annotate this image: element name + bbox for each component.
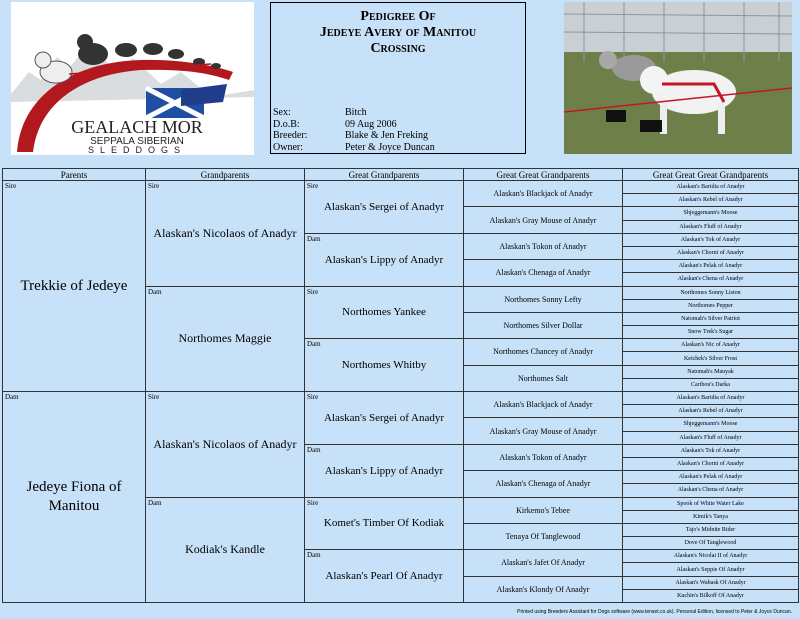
detail-row-sex	[273, 107, 435, 119]
great-great-great-grandparent-cell	[622, 299, 799, 313]
dog-name: Kimik's Tanya	[693, 513, 728, 520]
dog-name: Shjeggemann's Moose	[683, 421, 738, 428]
great-great-great-grandparent-cell	[622, 562, 799, 576]
great-great-grandparent-cell	[463, 549, 623, 576]
great-great-grandparent-cell	[463, 233, 623, 260]
sire-label: Sire	[148, 182, 160, 190]
dog-name: Alaskan's Lippy of Anadyr	[324, 253, 444, 266]
dog-name: Kirkemo's Tebee	[516, 505, 570, 515]
dog-name: Alaskan's Sergei of Anadyr	[323, 200, 444, 213]
great-great-grandparent-cell	[463, 365, 623, 392]
dog-name: Alaskan's Baridia of Anadyr	[676, 184, 745, 191]
dog-name: Tajo's Midnite Rider	[685, 526, 736, 533]
great-grandparent-cell	[304, 233, 464, 287]
dam-label: Dam	[307, 445, 321, 454]
great-great-great-grandparent-cell	[622, 351, 799, 365]
dog-name: Alaskan's Jafet Of Anadyr	[501, 558, 585, 568]
column-header: Great Grandparents	[304, 168, 464, 181]
great-great-grandparent-cell	[463, 180, 623, 207]
dog-name: Tenaya Of Tanglewood	[505, 532, 581, 542]
pedigree-table	[2, 168, 798, 602]
dog-name: Kodiak's Kandle	[185, 542, 265, 557]
great-great-grandparent-cell	[463, 206, 623, 233]
dog-name: Northomes Chancey of Anadyr	[493, 347, 593, 357]
sire-label: Sire	[307, 393, 319, 401]
great-great-great-grandparent-cell	[622, 365, 799, 379]
great-great-great-grandparent-cell	[622, 259, 799, 273]
dog-name: Northomes Yankee	[342, 306, 426, 319]
dog-name: Alaskan's Pelak of Anadyr	[678, 263, 743, 270]
dog-name: Alaskan's Chenaga of Anadyr	[495, 268, 591, 278]
dog-name: Northomes Sonny Liston	[680, 289, 741, 296]
dog-name: Northomes Whitby	[341, 359, 427, 372]
great-great-great-grandparent-cell	[622, 246, 799, 260]
footer-note: Printed using Breeders Assistant for Dogs software (www.tenset.co.uk). Personal Edition, licensed to Peter & Joyce Duncan.	[517, 609, 792, 615]
great-great-grandparent-cell	[463, 338, 623, 365]
sire-label: Sire	[307, 498, 319, 507]
detail-value: Peter & Joyce Duncan	[345, 141, 435, 153]
great-great-great-grandparent-cell	[622, 312, 799, 326]
column-header: Parents	[2, 168, 146, 181]
dog-name: Alaskan's Fluff of Anadyr	[679, 223, 742, 230]
dog-name: Alaskan's Gray Mouse of Anadyr	[489, 426, 597, 436]
great-great-great-grandparent-cell	[622, 180, 799, 194]
great-great-great-grandparent-cell	[622, 286, 799, 300]
title-line-3: Crossing	[370, 41, 426, 56]
dog-photo	[564, 2, 792, 154]
dog-name: Alaskan's Klondy Of Anadyr	[496, 584, 590, 594]
grandparent-cell	[145, 180, 305, 287]
pedigree-title	[271, 9, 525, 57]
great-grandparent-cell	[304, 549, 464, 603]
great-great-great-grandparent-cell	[622, 193, 799, 207]
dog-name: Alaskan's Seppie Of Anadyr	[676, 566, 745, 573]
grandparent-cell	[145, 286, 305, 393]
dog-name: Alaskan's Nicolaos of Anadyr	[153, 436, 297, 451]
dog-name: Alaskan's Nicolaos of Anadyr	[153, 225, 297, 240]
great-great-great-grandparent-cell	[622, 338, 799, 352]
dog-name: Alaskan's Tok of Anadyr	[680, 236, 741, 243]
great-great-great-grandparent-cell	[622, 457, 799, 471]
column-header: Grandparents	[145, 168, 305, 181]
dog-name: Alaskan's Rebel of Anadyr	[678, 408, 743, 415]
great-great-great-grandparent-cell	[622, 325, 799, 339]
great-great-grandparent-cell	[463, 470, 623, 497]
dog-name: Alaskan's Chenaga of Anadyr	[495, 479, 591, 489]
grandparent-cell	[145, 497, 305, 604]
detail-label: Breeder:	[273, 130, 308, 141]
great-great-great-grandparent-cell	[622, 444, 799, 458]
dog-name: Shjeggemann's Moose	[683, 210, 738, 217]
great-great-great-grandparent-cell	[622, 417, 799, 431]
great-great-great-grandparent-cell	[622, 536, 799, 550]
great-great-great-grandparent-cell	[622, 431, 799, 445]
parent-cell	[2, 180, 146, 392]
detail-value: Blake & Jen Freking	[345, 130, 429, 141]
great-great-grandparent-cell	[463, 286, 623, 313]
great-great-great-grandparent-cell	[622, 497, 799, 511]
detail-label: D.o.B:	[273, 118, 300, 130]
dog-name: Trekkie of Jedeye	[20, 277, 128, 294]
sire-label: Sire	[5, 182, 17, 190]
great-great-great-grandparent-cell	[622, 220, 799, 234]
great-great-great-grandparent-cell	[622, 206, 799, 220]
great-great-great-grandparent-cell	[622, 391, 799, 405]
dog-details	[273, 107, 435, 153]
great-great-great-grandparent-cell	[622, 378, 799, 392]
column-header: Great Great Great Grandparents	[622, 168, 799, 181]
logo-line-3: SLEDDOGS	[87, 145, 187, 155]
great-great-grandparent-cell	[463, 497, 623, 524]
logo-line-2: SEPPALA SIBERIAN	[90, 136, 184, 147]
great-great-grandparent-cell	[463, 576, 623, 603]
great-great-great-grandparent-cell	[622, 589, 799, 603]
great-grandparent-cell	[304, 497, 464, 551]
dog-name: Jedeye Fiona of Manitou	[26, 479, 122, 514]
dog-name: Kuchin's Bilkoff Of Anadyr	[677, 592, 744, 599]
great-great-grandparent-cell	[463, 391, 623, 418]
dog-name: Alaskan's Nicolai II of Anadyr	[673, 553, 748, 560]
dog-name: Northomes Salt	[518, 373, 568, 383]
dog-name: Alaskan's Lippy of Anadyr	[324, 464, 444, 477]
dog-name: Northomes Pepper	[688, 302, 733, 309]
dog-name: Natomah's Silver Patriot	[681, 315, 740, 322]
great-great-great-grandparent-cell	[622, 549, 799, 563]
dog-name: Alaskan's Chena of Anadyr	[677, 487, 744, 494]
great-great-grandparent-cell	[463, 417, 623, 444]
dog-name: Dove Of Tanglewood	[684, 540, 737, 547]
dog-name: Alaskan's Chorni of Anadyr	[677, 461, 744, 468]
dog-name: Alaskan's Chena of Anadyr	[677, 276, 744, 283]
sire-label: Sire	[307, 182, 319, 190]
great-great-grandparent-cell	[463, 312, 623, 339]
info-box	[270, 2, 526, 154]
dog-name: Alaskan's Blackjack of Anadyr	[493, 400, 593, 410]
dog-name: Alaskan's Gray Mouse of Anadyr	[489, 215, 597, 225]
dog-name: Caribou's Darka	[691, 381, 730, 388]
great-grandparent-cell	[304, 286, 464, 340]
detail-label: Owner:	[273, 141, 303, 153]
dog-name: Northomes Silver Dollar	[503, 321, 583, 331]
dog-name: Alaskan's Rebel of Anadyr	[678, 197, 743, 204]
dam-label: Dam	[5, 393, 19, 401]
dog-name: Komet's Timber Of Kodiak	[323, 517, 445, 530]
title-line-1: Pedigree Of	[360, 9, 436, 24]
great-grandparent-cell	[304, 180, 464, 234]
great-great-grandparent-cell	[463, 444, 623, 471]
detail-value: 09 Aug 2006	[345, 118, 397, 130]
detail-row-dob	[273, 119, 435, 131]
great-great-grandparent-cell	[463, 259, 623, 286]
great-great-great-grandparent-cell	[622, 483, 799, 497]
sire-label: Sire	[307, 287, 319, 296]
great-great-great-grandparent-cell	[622, 470, 799, 484]
great-grandparent-cell	[304, 444, 464, 498]
dog-name: Northomes Sonny Lefty	[504, 294, 582, 304]
title-line-2: Jedeye Avery of Manitou	[319, 25, 477, 40]
grandparent-cell	[145, 391, 305, 498]
dam-label: Dam	[307, 551, 321, 560]
kennel-logo	[11, 2, 254, 155]
great-great-great-grandparent-cell	[622, 510, 799, 524]
detail-label: Sex:	[273, 107, 291, 118]
dog-name: Alaskan's Pearl Of Anadyr	[325, 570, 443, 583]
sire-label: Sire	[148, 393, 160, 401]
great-great-grandparent-cell	[463, 523, 623, 550]
dog-name: Alaskan's Tokon of Anadyr	[499, 452, 587, 462]
dog-name: Northomes Maggie	[178, 331, 272, 346]
logo-line-1: GEALACH MOR	[71, 117, 203, 137]
dam-label: Dam	[148, 498, 162, 507]
great-great-great-grandparent-cell	[622, 523, 799, 537]
dog-name: Alaskan's Tokon of Anadyr	[499, 241, 587, 251]
dog-name: Alaskan's Wabask Of Anadyr	[675, 579, 746, 586]
dog-name: Natomah's Mauyak	[687, 368, 734, 375]
great-great-great-grandparent-cell	[622, 272, 799, 286]
great-great-great-grandparent-cell	[622, 233, 799, 247]
dam-label: Dam	[307, 234, 321, 243]
dog-name: Snow Trek's Sugar	[687, 329, 734, 336]
dog-name: Alaskan's Tok of Anadyr	[680, 447, 741, 454]
dog-name: Alaskan's Chorni of Anadyr	[677, 250, 744, 257]
dog-name: Alaskan's Fluff of Anadyr	[679, 434, 742, 441]
dog-name: Alaskan's Pelak of Anadyr	[678, 474, 743, 481]
great-great-great-grandparent-cell	[622, 576, 799, 590]
great-grandparent-cell	[304, 391, 464, 445]
dam-label: Dam	[307, 340, 321, 349]
detail-value: Bitch	[345, 107, 367, 118]
column-header: Great Great Grandparents	[463, 168, 623, 181]
great-great-great-grandparent-cell	[622, 404, 799, 418]
great-grandparent-cell	[304, 338, 464, 392]
parent-cell	[2, 391, 146, 603]
dam-label: Dam	[148, 287, 162, 296]
dog-name: Alaskan's Blackjack of Anadyr	[493, 189, 593, 199]
dog-name: Alaskan's Nic of Anadyr	[681, 342, 740, 349]
dog-name: Spook of White Water Lake	[677, 500, 744, 507]
dog-name: Keichek's Silver Frost	[683, 355, 738, 362]
dog-name: Alaskan's Baridia of Anadyr	[676, 395, 745, 402]
detail-row-owner	[273, 142, 435, 154]
dog-name: Alaskan's Sergei of Anadyr	[323, 411, 444, 424]
detail-row-breeder	[273, 130, 435, 142]
